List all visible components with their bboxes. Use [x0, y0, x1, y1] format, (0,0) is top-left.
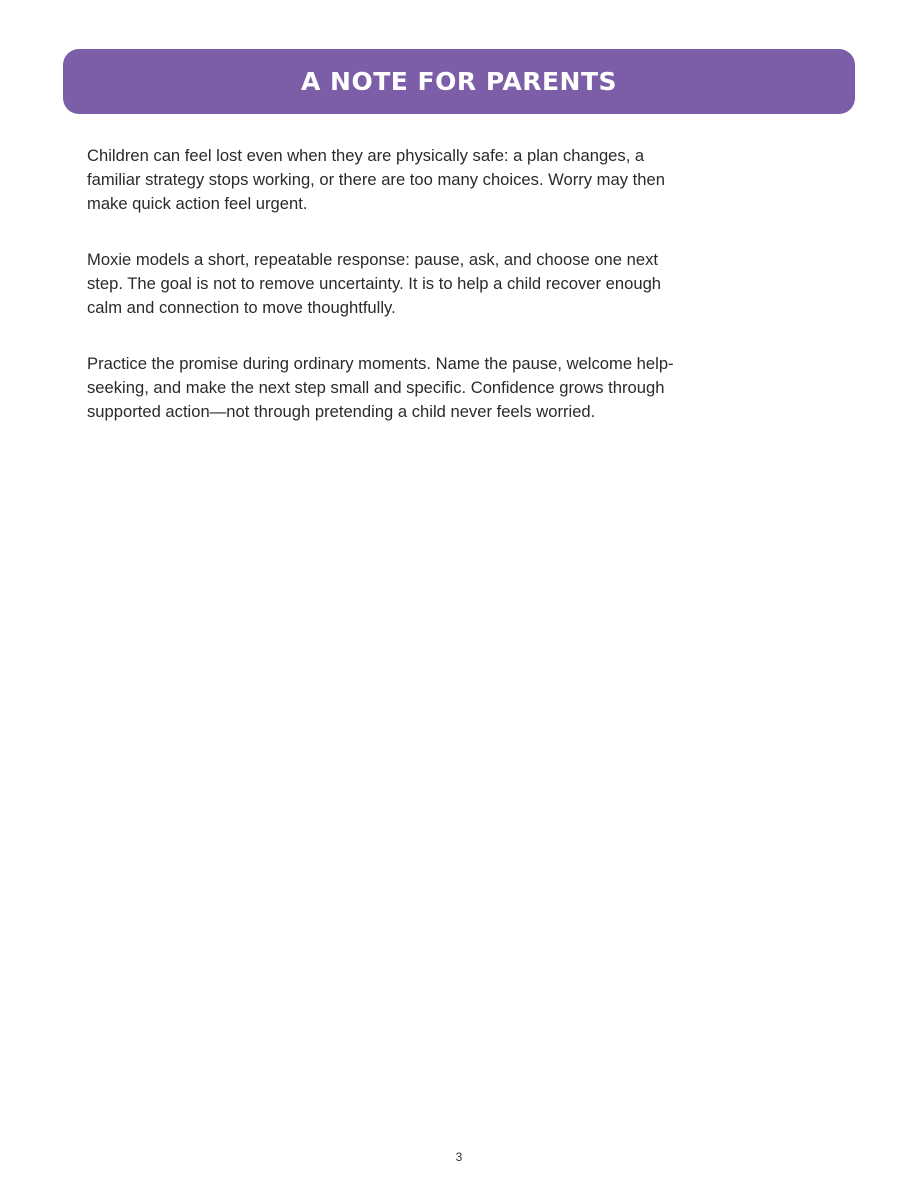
page-title: A NOTE FOR PARENTS — [300, 67, 618, 96]
paragraph-intro: Children can feel lost even when they are physically safe: a plan changes, a familiar strategy stops working, or there are too many choices. Worry may then make quick action feel urgent. — [87, 146, 665, 213]
header-banner — [63, 49, 855, 114]
page-number: 3 — [455, 1150, 463, 1164]
body-content — [87, 144, 727, 456]
paragraph-practice: Practice the promise during ordinary moments. Name the pause, welcome help-seeking, and make the next step small and specific. Confidence grows through supported action—not through pretending a child never feels worried. — [87, 354, 674, 421]
paragraph-response: Moxie models a short, repeatable response: pause, ask, and choose one next step. The goal is not to remove uncertainty. It is to help a child recover enough calm and connection to move thoughtfully. — [87, 250, 662, 317]
